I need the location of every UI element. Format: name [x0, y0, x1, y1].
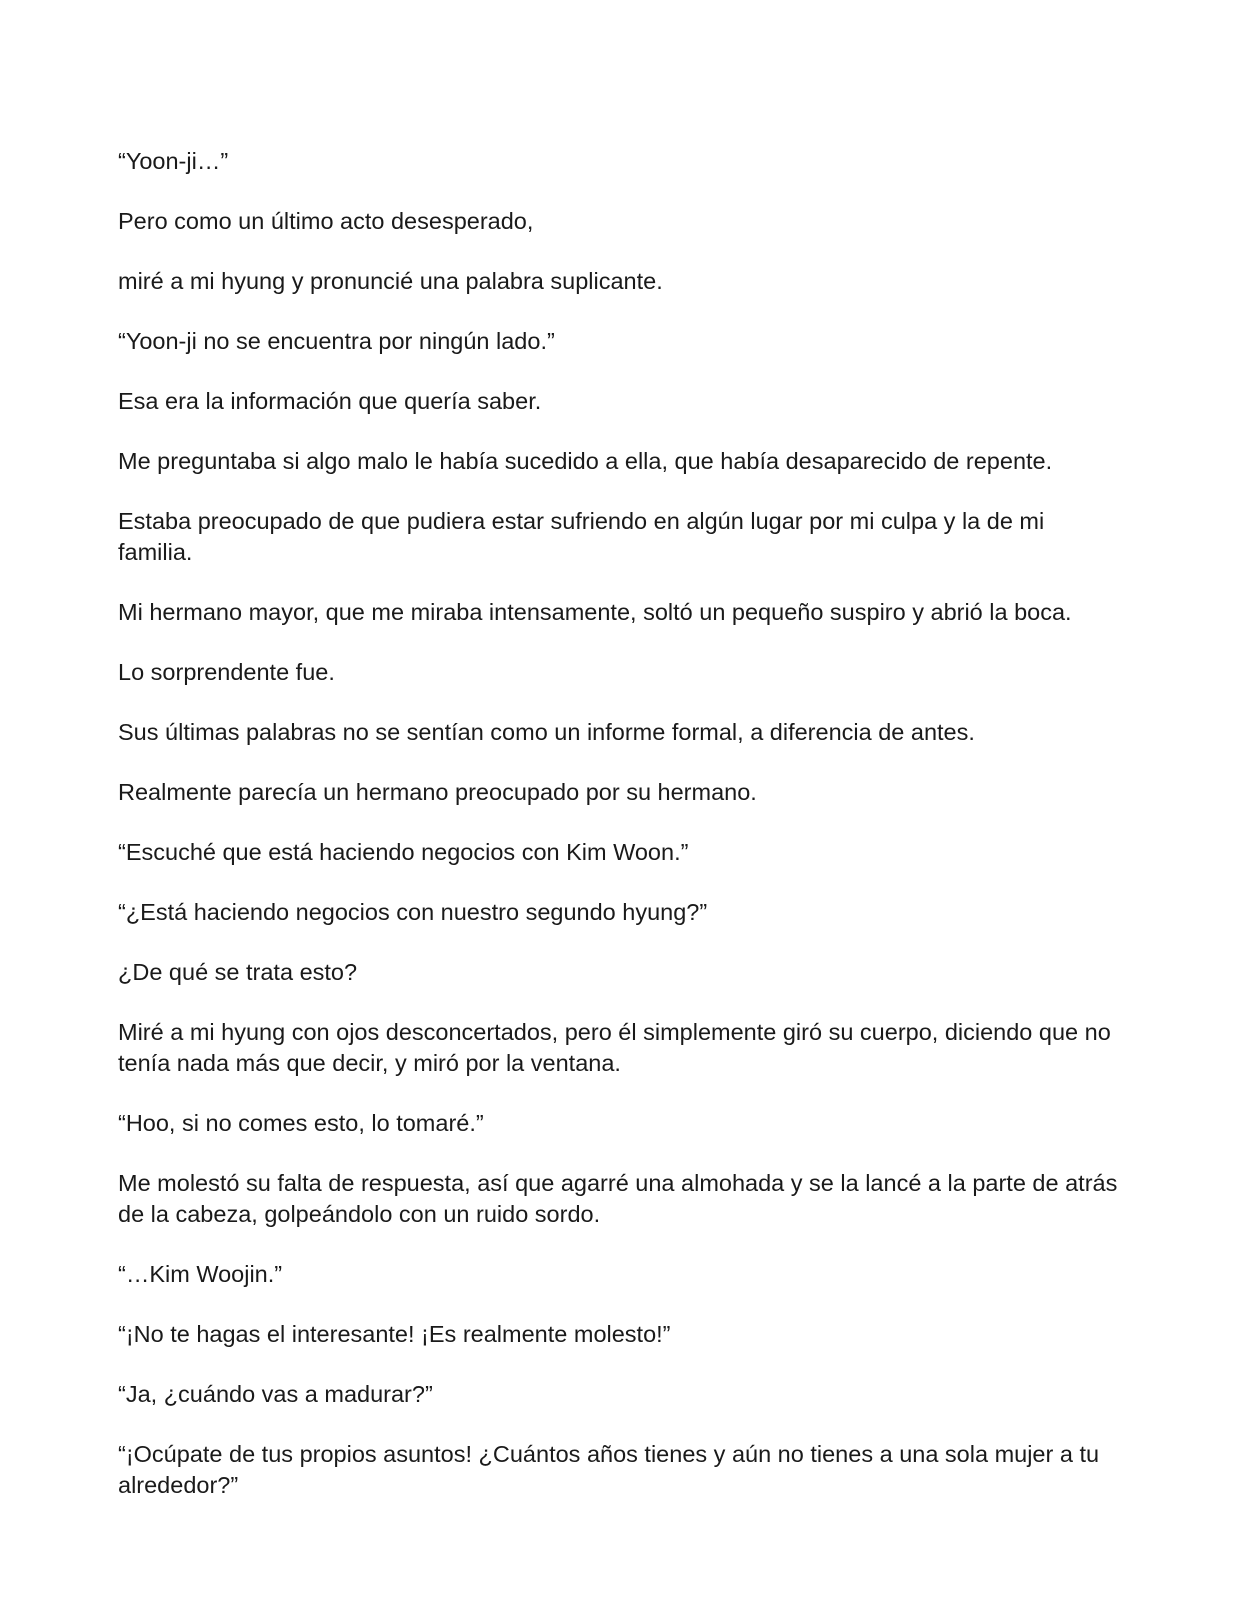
- paragraph: Realmente parecía un hermano preocupado por su hermano.: [118, 779, 757, 805]
- paragraph: miré a mi hyung y pronuncié una palabra suplicante.: [118, 268, 663, 294]
- paragraph: “Ja, ¿cuándo vas a madurar?”: [118, 1381, 433, 1407]
- paragraph: “Escuché que está haciendo negocios con Kim Woon.”: [118, 839, 689, 865]
- paragraph: ¿De qué se trata esto?: [118, 959, 358, 985]
- paragraph: “Hoo, si no comes esto, lo tomaré.”: [118, 1110, 484, 1136]
- paragraph: Esa era la información que quería saber.: [118, 388, 542, 414]
- paragraph: “¡No te hagas el interesante! ¡Es realmente molesto!”: [118, 1321, 671, 1347]
- paragraph: Me molestó su falta de respuesta, así que agarré una almohada y se la lancé a la parte de atrás de la cabeza, golpeándolo con un ruido sordo.: [118, 1170, 1118, 1227]
- paragraph: Estaba preocupado de que pudiera estar sufriendo en algún lugar por mi culpa y la de mi familia.: [118, 508, 1045, 565]
- paragraph: Me preguntaba si algo malo le había sucedido a ella, que había desaparecido de repente.: [118, 448, 1053, 474]
- paragraph: Pero como un último acto desesperado,: [118, 208, 534, 234]
- paragraph: “Yoon-ji…”: [118, 148, 229, 174]
- paragraph: “¿Está haciendo negocios con nuestro segundo hyung?”: [118, 899, 708, 925]
- paragraph: “…Kim Woojin.”: [118, 1261, 283, 1287]
- paragraph: “¡Ocúpate de tus propios asuntos! ¿Cuántos años tienes y aún no tienes a una sola mujer a tu alrededor?”: [118, 1441, 1100, 1498]
- paragraph: “Yoon-ji no se encuentra por ningún lado.”: [118, 328, 555, 354]
- paragraph: Miré a mi hyung con ojos desconcertados, pero él simplemente giró su cuerpo, diciendo que no tenía nada más que decir, y miró por la ventana.: [118, 1019, 1111, 1076]
- paragraph: Mi hermano mayor, que me miraba intensamente, soltó un pequeño suspiro y abrió la boca.: [118, 599, 1072, 625]
- paragraph: Lo sorprendente fue.: [118, 659, 335, 685]
- paragraph: Sus últimas palabras no se sentían como un informe formal, a diferencia de antes.: [118, 719, 975, 745]
- document-body: [118, 146, 1123, 1530]
